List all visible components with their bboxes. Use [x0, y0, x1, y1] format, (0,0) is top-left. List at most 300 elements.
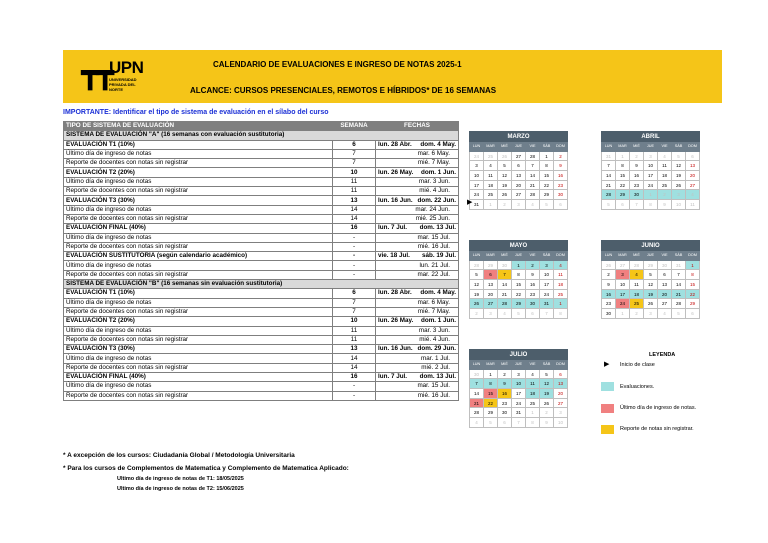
calendar-day: 5 [540, 200, 554, 210]
weekday-label: MIÉ [498, 360, 512, 370]
calendar-day: 3 [644, 309, 658, 319]
calendar-week [602, 270, 700, 280]
calendar-day: 15 [484, 389, 498, 399]
calendar-day: 2 [540, 408, 554, 418]
row-dates [376, 391, 459, 400]
calendar-day: 1 [526, 408, 540, 418]
calendar-day: 10 [512, 379, 526, 389]
calendar-day: 5 [498, 161, 512, 171]
date-single: mié. 4 Jun. [419, 335, 450, 343]
table-row [64, 326, 459, 335]
calendar-day: 19 [470, 289, 484, 299]
calendar-week [602, 289, 700, 299]
calendar-day: 2 [554, 151, 568, 161]
row-dates [376, 261, 459, 270]
calendar-day: 29 [484, 408, 498, 418]
row-week: 7 [333, 149, 376, 158]
date-single: mié. 16 Jul. [417, 243, 450, 250]
row-label: EVALUACIÓN T2 (20%) [64, 317, 333, 326]
row-week: - [333, 270, 376, 279]
calendar-week [470, 418, 568, 428]
calendar-day: 28 [526, 190, 540, 200]
calendar-day: 1 [616, 309, 630, 319]
calendar-day: 2 [470, 309, 484, 319]
row-label: EVALUACIÓN T1 (10%) [64, 140, 333, 149]
table-row [64, 354, 459, 363]
calendar-day: 5 [484, 418, 498, 428]
weekday-label: VIE [526, 142, 540, 152]
calendar-week [470, 270, 568, 280]
calendar-month-title: ABRIL [602, 132, 700, 142]
calendar-day: 18 [630, 289, 644, 299]
calendar-day: 7 [602, 161, 616, 171]
calendar-day: 23 [498, 398, 512, 408]
calendar-day: 25 [630, 299, 644, 309]
row-label: Reporte de docentes con notas sin registrar [64, 214, 333, 223]
logo-mark-icon: ┳┳ [81, 56, 112, 91]
calendar-day: 12 [470, 280, 484, 290]
calendar-day: 11 [686, 200, 700, 210]
date-end: dom. 1 Jun. [421, 317, 456, 325]
calendar-day: 28 [498, 299, 512, 309]
calendar-day: 25 [484, 190, 498, 200]
calendar-day: 7 [630, 200, 644, 210]
calendar-month-title: JUNIO [602, 241, 700, 251]
calendar-day: 26 [498, 151, 512, 161]
weekday-label: SÁB [540, 251, 554, 261]
date-single: mié. 7 May. [417, 308, 450, 316]
legend-swatch-report [601, 425, 614, 434]
calendar-day: 27 [554, 398, 568, 408]
row-label: EVALUACIÓN T3 (30%) [64, 196, 333, 205]
calendar-day: 9 [658, 200, 672, 210]
calendar-day: 30 [630, 190, 644, 200]
row-dates [376, 159, 459, 168]
row-dates [376, 149, 459, 158]
calendar-day: 1 [616, 151, 630, 161]
row-label: EVALUACIÓN SUSTITUTORIA (según calendario académico) [64, 252, 333, 261]
calendar-week [602, 180, 700, 190]
calendar-day: 4 [484, 161, 498, 171]
row-dates [376, 289, 459, 298]
calendar-day: 31 [540, 299, 554, 309]
header-type: TIPO DE SISTEMA DE EVALUACIÓN [64, 122, 333, 131]
calendar-day: 1 [512, 260, 526, 270]
calendar-day: 13 [554, 379, 568, 389]
table-row [64, 270, 459, 279]
weekday-label: MIÉ [630, 251, 644, 261]
table-row [64, 373, 459, 382]
row-dates [376, 233, 459, 242]
calendar-day: 6 [554, 369, 568, 379]
calendar-day: 8 [554, 309, 568, 319]
table-row [64, 261, 459, 270]
calendar-day: 8 [484, 379, 498, 389]
calendar-day: 28 [470, 408, 484, 418]
table-row [64, 298, 459, 307]
calendar-day: 2 [498, 200, 512, 210]
weekday-label: MAR [616, 251, 630, 261]
calendar-day: 30 [498, 260, 512, 270]
page-subtitle: ALCANCE: CURSOS PRESENCIALES, REMOTOS E HÍBRIDOS* DE 16 SEMANAS [190, 86, 497, 95]
weekday-label: MIÉ [630, 142, 644, 152]
row-week: - [333, 382, 376, 391]
date-start: lun. 28 Abr. [378, 140, 412, 148]
calendar-day: 7 [672, 270, 686, 280]
calendar-day: 21 [526, 180, 540, 190]
class-start-marker-icon: ▶ [467, 199, 473, 206]
calendar-day: 2 [630, 151, 644, 161]
date-single: mié. 2 Jul. [421, 363, 450, 371]
row-week: 14 [333, 205, 376, 214]
weekday-label: VIE [526, 360, 540, 370]
calendar-day: 1 [484, 200, 498, 210]
legend-label-eval: Evaluaciones. [620, 384, 655, 390]
calendar-week [470, 289, 568, 299]
calendar-day: 30 [470, 369, 484, 379]
calendar-day: 31 [512, 408, 526, 418]
weekday-label: JUE [644, 142, 658, 152]
row-label: Reporte de docentes con notas sin registrar [64, 335, 333, 344]
calendar-day: 1 [554, 299, 568, 309]
calendar-day: 24 [470, 151, 484, 161]
calendar-day: 29 [484, 260, 498, 270]
calendar-day: 29 [644, 260, 658, 270]
calendar-day: 28 [672, 299, 686, 309]
date-start: lun. 16 Jun. [378, 196, 413, 204]
calendar-day: 5 [512, 309, 526, 319]
row-dates [376, 187, 459, 196]
calendar-day: 20 [658, 289, 672, 299]
calendar-day: 17 [644, 171, 658, 181]
calendar-day: 7 [526, 161, 540, 171]
calendar-day: 31 [602, 151, 616, 161]
table-row [64, 345, 459, 354]
date-single: mar. 24 Jun. [415, 205, 450, 213]
calendar-day: 8 [644, 200, 658, 210]
calendar-week [470, 151, 568, 161]
calendar-day: 6 [686, 309, 700, 319]
calendar-day: 27 [616, 260, 630, 270]
calendar-week [470, 369, 568, 379]
date-single: mar. 6 May. [417, 150, 450, 158]
row-week: 14 [333, 354, 376, 363]
footnote-1: * A excepción de los cursos: Ciudadanía Global / Metodología Universitaria [63, 452, 295, 459]
row-dates [376, 242, 459, 251]
weekday-label: MIÉ [498, 142, 512, 152]
weekday-label: SÁB [672, 142, 686, 152]
table-row [64, 307, 459, 316]
logo-text: UPN [109, 58, 144, 77]
calendar-day: 20 [686, 171, 700, 181]
row-label: Reporte de docentes con notas sin registrar [64, 242, 333, 251]
table-row [64, 335, 459, 344]
calendar-week [602, 299, 700, 309]
date-single: mié. 25 Jun. [415, 215, 450, 223]
date-single: mar. 15 Jul. [417, 382, 450, 390]
table-row [64, 252, 459, 261]
table-row [64, 224, 459, 233]
row-week: 11 [333, 177, 376, 186]
calendar-day: 19 [498, 180, 512, 190]
calendar-day: 10 [672, 200, 686, 210]
calendar-week [602, 161, 700, 171]
calendar-day: 11 [554, 270, 568, 280]
row-label: Último día de ingreso de notas [64, 233, 333, 242]
calendar-day: 2 [630, 309, 644, 319]
weekday-label: JUE [512, 360, 526, 370]
calendar-day: 3 [512, 369, 526, 379]
weekday-label: JUE [512, 142, 526, 152]
date-start: lun. 26 May. [378, 168, 414, 176]
calendar-day: 22 [512, 289, 526, 299]
calendar-day: 20 [512, 180, 526, 190]
calendar-week [470, 408, 568, 418]
calendar-day: 6 [658, 270, 672, 280]
row-week: 10 [333, 317, 376, 326]
calendar-week [470, 398, 568, 408]
calendar-day: 3 [644, 151, 658, 161]
header-banner [63, 50, 722, 103]
calendar-week [602, 309, 700, 319]
calendar-day: 2 [526, 260, 540, 270]
calendar-day: 12 [672, 161, 686, 171]
calendar-day: 20 [484, 289, 498, 299]
footnote-4: Ultimo día de ingreso de notas de T2: 15/06/2025 [117, 486, 244, 492]
calendar-day: 17 [540, 280, 554, 290]
calendar-week [602, 151, 700, 161]
legend-title: LEYENDA [649, 352, 676, 358]
date-start: lun. 7 Jul. [378, 224, 408, 232]
table-header [64, 122, 459, 131]
date-single: mar. 3 Jun. [418, 326, 450, 334]
weekday-label: SÁB [672, 251, 686, 261]
table-row [64, 140, 459, 149]
calendar-day: 27 [512, 151, 526, 161]
date-end: dom. 13 Jul. [419, 224, 456, 232]
calendar-day: 10 [644, 161, 658, 171]
calendar-day: 15 [512, 280, 526, 290]
calendar-day: 29 [686, 299, 700, 309]
table-row [64, 317, 459, 326]
calendar-day: 16 [602, 289, 616, 299]
calendar-day: 14 [526, 171, 540, 181]
legend-label-report: Reporte de notas sin registrar. [620, 426, 694, 432]
row-label: Reporte de docentes con notas sin registrar [64, 307, 333, 316]
calendar-day: 13 [658, 280, 672, 290]
row-week: - [333, 242, 376, 251]
weekday-label: DOM [554, 142, 568, 152]
calendar-day: 23 [526, 289, 540, 299]
calendar-day: 10 [554, 418, 568, 428]
table-row [64, 131, 459, 140]
calendar-day: 4 [630, 270, 644, 280]
calendar-day: 4 [470, 418, 484, 428]
table-row [64, 196, 459, 205]
calendar-day: 7 [498, 270, 512, 280]
evaluation-table [63, 121, 459, 401]
calendar-day: 25 [526, 398, 540, 408]
row-week: 11 [333, 335, 376, 344]
weekday-label: MIÉ [498, 251, 512, 261]
calendar-day: 27 [658, 299, 672, 309]
calendar-julio [469, 349, 568, 428]
calendar-day: 30 [658, 260, 672, 270]
row-label: Reporte de docentes con notas sin registrar [64, 270, 333, 279]
calendar-day: 21 [498, 289, 512, 299]
calendar-day: 3 [470, 161, 484, 171]
row-week: 10 [333, 168, 376, 177]
calendar-day: 11 [630, 280, 644, 290]
row-week: 6 [333, 140, 376, 149]
calendar-day: 10 [616, 280, 630, 290]
calendar-week [602, 190, 700, 200]
date-single: mar. 6 May. [417, 298, 450, 306]
legend-label-start: Inicio de clase [620, 362, 655, 368]
calendar-week [470, 299, 568, 309]
table-row [64, 391, 459, 400]
calendar-day: 10 [540, 270, 554, 280]
calendar-day: 5 [672, 309, 686, 319]
weekday-label: MAR [484, 251, 498, 261]
calendar-day: 21 [672, 289, 686, 299]
table-row [64, 177, 459, 186]
date-end: dom. 22 Jun. [417, 196, 456, 204]
weekday-label: LUN [470, 142, 484, 152]
calendar-day: 9 [540, 418, 554, 428]
calendar-day: 2 [602, 270, 616, 280]
row-week: 11 [333, 326, 376, 335]
date-single: lun. 21 Jul. [419, 261, 450, 269]
calendar-week [470, 280, 568, 290]
row-dates [376, 345, 459, 354]
footnote-2: * Para los cursos de Complementos de Matematica y Complemento de Matematica Aplicado: [63, 465, 349, 472]
calendar-day: 8 [540, 161, 554, 171]
row-label: Reporte de docentes con notas sin registrar [64, 363, 333, 372]
weekday-label: JUE [644, 251, 658, 261]
system-label: SISTEMA DE EVALUACIÓN "B" (16 semanas sin evaluación sustitutoria) [64, 280, 459, 289]
calendar-day: 9 [526, 270, 540, 280]
calendar-week [470, 161, 568, 171]
date-end: dom. 4 May. [420, 289, 456, 297]
calendar-day: 15 [616, 171, 630, 181]
calendar-day: 26 [470, 299, 484, 309]
row-week: - [333, 391, 376, 400]
date-end: dom. 1 Jun. [421, 168, 456, 176]
calendar-day: 6 [498, 418, 512, 428]
calendar-day: 30 [554, 190, 568, 200]
row-label: Último día de ingreso de notas [64, 261, 333, 270]
calendar-day: 6 [484, 270, 498, 280]
table-row [64, 214, 459, 223]
calendar-day: 4 [554, 260, 568, 270]
calendar-day: 30 [602, 309, 616, 319]
weekday-label: MAR [484, 360, 498, 370]
calendar-day: 16 [526, 280, 540, 290]
calendar-day: 16 [630, 171, 644, 181]
header-dates: FECHAS [376, 122, 459, 131]
calendar-day: 28 [526, 151, 540, 161]
row-week: - [333, 261, 376, 270]
row-dates [376, 373, 459, 382]
calendar-week [470, 190, 568, 200]
calendar-day: 26 [498, 190, 512, 200]
calendar-week [470, 200, 568, 210]
calendar-day: 27 [484, 299, 498, 309]
row-week: 7 [333, 298, 376, 307]
calendar-week [602, 200, 700, 210]
calendar-day: 4 [498, 309, 512, 319]
row-label: Reporte de docentes con notas sin registrar [64, 187, 333, 196]
calendar-day: 8 [526, 418, 540, 428]
table-row [64, 233, 459, 242]
calendar-day: 13 [484, 280, 498, 290]
legend-label-notes: Último día de ingreso de notas. [620, 405, 697, 411]
row-dates [376, 224, 459, 233]
calendar-week [470, 260, 568, 270]
weekday-label: SÁB [540, 360, 554, 370]
calendar-day: 5 [602, 200, 616, 210]
row-dates [376, 252, 459, 261]
row-label: Último día de ingreso de notas [64, 205, 333, 214]
calendar-day: 12 [644, 280, 658, 290]
calendar-day: 19 [644, 289, 658, 299]
calendar-day: 29 [512, 299, 526, 309]
calendar-week [470, 389, 568, 399]
calendar-week [602, 280, 700, 290]
calendar-day: 7 [540, 309, 554, 319]
date-single: mié. 7 May. [417, 159, 450, 167]
calendar-day: 4 [658, 309, 672, 319]
table-row [64, 242, 459, 251]
calendar-day: 16 [554, 171, 568, 181]
calendar-day: 23 [554, 180, 568, 190]
page-title: CALENDARIO DE EVALUACIONES E INGRESO DE NOTAS 2025-1 [213, 60, 462, 69]
calendar-week [470, 309, 568, 319]
weekday-label: VIE [526, 251, 540, 261]
calendar-day: 30 [526, 299, 540, 309]
calendar-day: 5 [644, 270, 658, 280]
calendar-junio [601, 240, 700, 319]
date-end: sáb. 19 Jul. [422, 252, 456, 260]
legend-arrow-icon: ▶ [604, 361, 610, 368]
calendar-day: 1 [484, 369, 498, 379]
calendar-month-title: MARZO [470, 132, 568, 142]
calendar-day: 11 [658, 161, 672, 171]
calendar-week [602, 260, 700, 270]
date-start: vie. 18 Jul. [378, 252, 410, 260]
row-dates [376, 326, 459, 335]
calendar-day: 22 [686, 289, 700, 299]
calendar-day: 26 [540, 398, 554, 408]
calendar-day: 2 [658, 190, 672, 200]
calendar-day: 4 [526, 200, 540, 210]
row-week: 6 [333, 289, 376, 298]
calendar-day: 26 [672, 180, 686, 190]
date-start: lun. 16 Jun. [378, 345, 413, 353]
date-end: dom. 4 May. [420, 140, 456, 148]
row-dates [376, 177, 459, 186]
calendar-day: 4 [526, 369, 540, 379]
weekday-label: MAR [616, 142, 630, 152]
weekday-label: LUN [470, 360, 484, 370]
row-dates [376, 354, 459, 363]
calendar-day: 11 [484, 171, 498, 181]
date-single: mar. 15 Jul. [417, 233, 450, 241]
row-dates [376, 270, 459, 279]
logo-subtext: UNIVERSIDAD PRIVADA DEL NORTE [109, 77, 137, 92]
row-week: - [333, 252, 376, 261]
